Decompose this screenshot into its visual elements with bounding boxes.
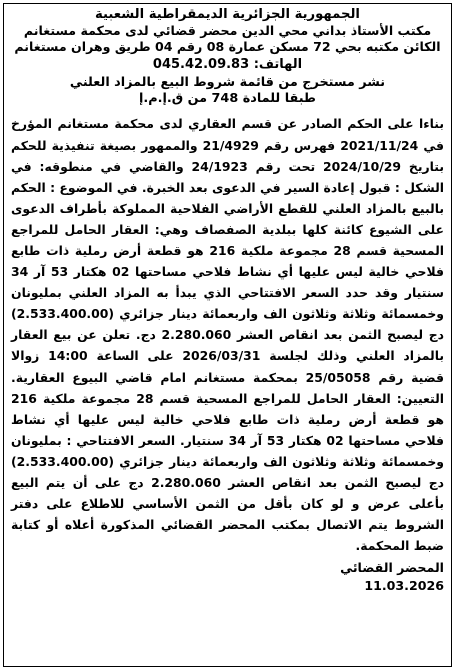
signature-date: 11.03.2026 <box>364 578 444 594</box>
office-address: الكائن مكتبه بحي 72 مسكن عمارة 08 رقم 04 طريق وهران مستغانم <box>14 39 441 55</box>
notice-body <box>11 113 444 556</box>
notice-header <box>11 7 444 73</box>
signature-block <box>11 559 444 595</box>
notice-title <box>11 75 444 108</box>
notice-title-line2: طبقا للمادة 748 من ق.إ.م.إ <box>139 91 316 107</box>
phone-number: 045.42.09.83 <box>152 56 250 72</box>
phone-label: الهاتف: <box>253 56 303 72</box>
notice-title-line1: نشر مستخرج من قائمة شروط البيع بالمزاد العلني <box>69 74 386 90</box>
notice-paragraph: بناءا على الحكم الصادر عن قسم العقاري لدى محكمة مستغانم المؤرخ في 2021/11/24 فهرس رقم 21/4929 والممهور بصيغة تنفيذية للحكم بتاريخ 2024/10/29 تحت رقم 24/1923 والقاضي في منطوقه: في الشكل : قبول إعادة السير في الدعوى بعد الخبرة. في الموضوع : الحكم بالبيع بالمزاد العلني للقطع الأراضي الفلاحية المملوكة بأطراف الدعوى على الشيوع كائنة كلها ببلدية الصفصاف وهي: العقار الحامل للمراجع المسحية قسم 28 مجموعة ملكية 216 هو قطعة أرض رملية ذات طابع فلاحي خالية ليس عليها أي نشاط فلاحي مساحتها 02 هكتار 53 آر 34 سنتيار وقد حدد السعر الافتتاحي الذي يبدأ به المزاد العلني بمليونان وخمسمائة وثلاثة وثلاثون الف واربعمائة دينار جزائري (2.533.400.00) دج ليصبح الثمن بعد انقاص العشر 2.280.060 دج. تعلن عن بيع العقار بالمزاد العلني وذلك لجلسة 2026/03/31 على الساعة 14:00 زوالا قضية رقم 25/05058 بمحكمة مستغانم امام قاضي البيوع العقارية. التعيين: العقار الحامل للمراجع المسحية قسم 28 مجموعة ملكية 216 هو قطعة أرض رملية ذات طابع فلاحي خالية ليس عليها أي نشاط فلاحي مساحتها 02 هكتار 53 آر 34 سنتيار. السعر الافتتاحي : بمليونان وخمسمائة وثلاثة وثلاثون الف واربعمائة دينار جزائري (2.533.400.00) دج ليصبح الثمن بعد انقاص العشر 2.280.060 دج على أن يتم البيع بأعلى عرض و لو كان بأقل من الثمن الأساسي للاطلاع على دفتر الشروط يتم الاتصال بمكتب المحضر القضائي المذكورة أعلاه أو كتابة ضبط المحكمة. <box>11 116 445 554</box>
office-name: مكتب الأستاذ بداني محي الدين محضر قضائي لدى محكمة مستغانم <box>23 23 432 39</box>
republic-title: الجمهورية الجزائرية الديمقراطية الشعبية <box>95 7 360 22</box>
office-phone <box>11 56 444 73</box>
signature-title: المحضر القضائي <box>340 560 444 576</box>
notice-frame <box>3 3 452 667</box>
legal-notice-document <box>4 4 451 595</box>
